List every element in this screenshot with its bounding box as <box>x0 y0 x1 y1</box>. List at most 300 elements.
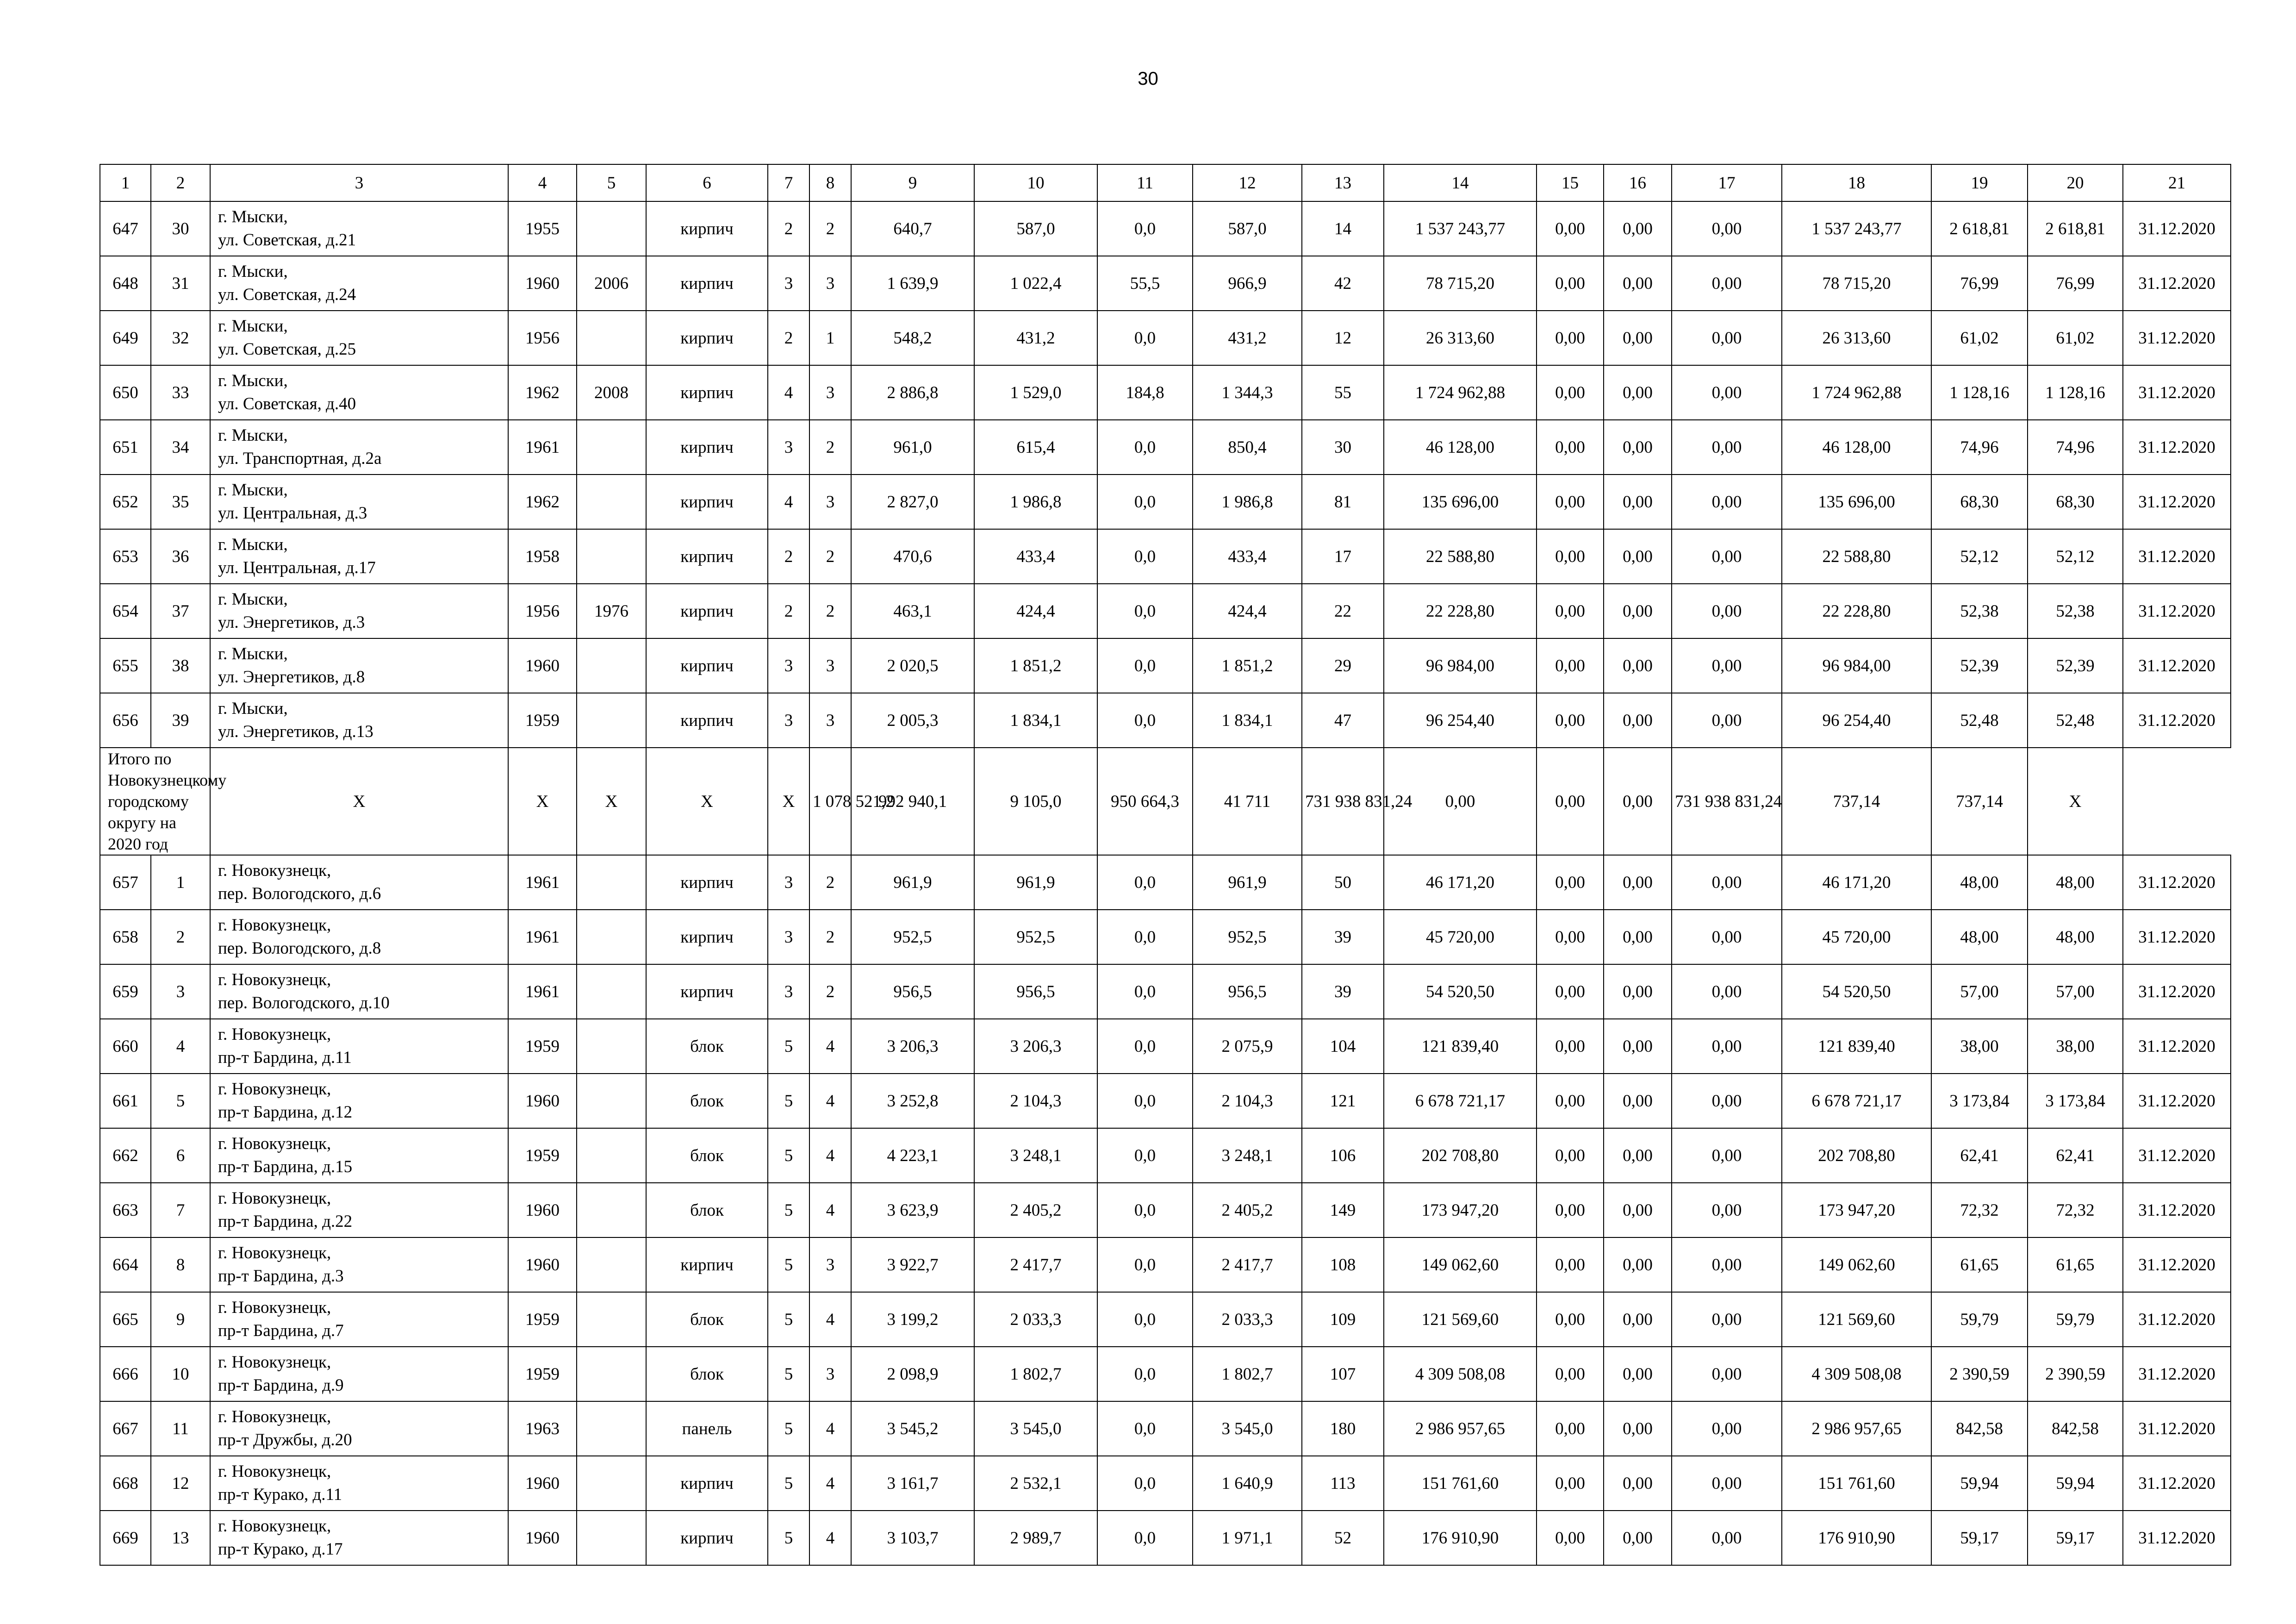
table-cell: 62,41 <box>2028 1128 2123 1183</box>
table-cell: 52,48 <box>1931 693 2028 748</box>
table-cell: 54 520,50 <box>1782 964 1931 1019</box>
table-cell: 0,00 <box>1537 638 1604 693</box>
table-cell: 109 <box>1302 1292 1384 1347</box>
table-cell: 956,5 <box>974 964 1097 1019</box>
table-cell: 202 708,80 <box>1782 1128 1931 1183</box>
table-cell: 0,00 <box>1537 420 1604 475</box>
table-cell: 653 <box>100 529 151 584</box>
table-cell: 52,39 <box>1931 638 2028 693</box>
table-cell: 666 <box>100 1347 151 1401</box>
table-cell: 1976 <box>577 584 646 638</box>
column-header: 19 <box>1931 164 2028 201</box>
table-cell: 31.12.2020 <box>2123 256 2231 311</box>
table-cell: 5 <box>768 1401 809 1456</box>
table-cell: 0,0 <box>1097 855 1193 910</box>
table-cell: 31.12.2020 <box>2123 365 2231 420</box>
address-line: пр-т Бардина, д.9 <box>218 1376 344 1395</box>
table-cell: 0,00 <box>1604 638 1672 693</box>
address-line: г. Мыски, <box>218 535 288 554</box>
table-cell: 4 <box>809 1183 851 1237</box>
table-cell: 3 <box>151 964 210 1019</box>
column-header: 9 <box>851 164 974 201</box>
table-cell: 548,2 <box>851 311 974 365</box>
address-cell <box>210 1456 508 1511</box>
table-cell: 113 <box>1302 1456 1384 1511</box>
table-cell: 737,14 <box>1931 748 2028 855</box>
table-cell: 121 569,60 <box>1782 1292 1931 1347</box>
table-cell: 956,5 <box>851 964 974 1019</box>
table-cell: блок <box>646 1347 768 1401</box>
address-cell <box>210 1292 508 1347</box>
column-header: 16 <box>1604 164 1672 201</box>
table-cell: 37 <box>151 584 210 638</box>
table-cell: 0,00 <box>1604 1511 1672 1565</box>
table-cell: кирпич <box>646 1511 768 1565</box>
total-label: Итого по Новокузнецкому городскому округу на 2020 год <box>100 748 210 855</box>
table-cell: 0,00 <box>1384 748 1537 855</box>
table-cell: кирпич <box>646 910 768 964</box>
address-cell <box>210 201 508 256</box>
table-cell: 3 <box>768 256 809 311</box>
table-cell: 0,00 <box>1537 1019 1604 1074</box>
table-cell: 3 <box>809 1237 851 1292</box>
table-cell: 737,14 <box>1782 748 1931 855</box>
table-cell: 0,00 <box>1537 748 1604 855</box>
table-cell: 3 <box>809 638 851 693</box>
table-cell: 0,00 <box>1604 748 1672 855</box>
table-row <box>100 1074 2231 1128</box>
table-row <box>100 311 2231 365</box>
table-cell <box>577 475 646 529</box>
table-cell: 0,00 <box>1537 910 1604 964</box>
table-row <box>100 638 2231 693</box>
table-cell: 39 <box>151 693 210 748</box>
table-cell: 0,0 <box>1097 475 1193 529</box>
table-cell: 96 254,40 <box>1782 693 1931 748</box>
table-cell: 0,00 <box>1604 256 1672 311</box>
address-cell <box>210 1128 508 1183</box>
table-row <box>100 475 2231 529</box>
table-row <box>100 420 2231 475</box>
table-cell: 2 886,8 <box>851 365 974 420</box>
table-cell: 31.12.2020 <box>2123 964 2231 1019</box>
table-cell: 2006 <box>577 256 646 311</box>
table-cell: 952,5 <box>851 910 974 964</box>
table-cell: 0,00 <box>1672 855 1782 910</box>
address-line: ул. Советская, д.25 <box>218 340 356 359</box>
table-cell: 0,00 <box>1537 1183 1604 1237</box>
address-cell <box>210 311 508 365</box>
table-cell: 5 <box>768 1019 809 1074</box>
table-cell: 665 <box>100 1292 151 1347</box>
table-cell: 31.12.2020 <box>2123 1128 2231 1183</box>
table-cell: 39 <box>1302 910 1384 964</box>
table-cell: 149 062,60 <box>1782 1237 1931 1292</box>
table-cell: 2 104,3 <box>974 1074 1097 1128</box>
table-cell: X <box>2028 748 2123 855</box>
table-cell: 26 313,60 <box>1384 311 1537 365</box>
address-line: г. Новокузнецк, <box>218 1134 331 1153</box>
address-line: г. Новокузнецк, <box>218 1243 331 1262</box>
table-cell: 0,00 <box>1604 1183 1672 1237</box>
table-cell: 72,32 <box>1931 1183 2028 1237</box>
table-cell: 3 <box>768 855 809 910</box>
table-cell: 5 <box>768 1456 809 1511</box>
table-cell: 0,00 <box>1672 529 1782 584</box>
table-row <box>100 1511 2231 1565</box>
table-cell: 149 062,60 <box>1384 1237 1537 1292</box>
table-cell: 2 <box>809 910 851 964</box>
address-cell <box>210 910 508 964</box>
address-cell <box>210 420 508 475</box>
table-cell: 1958 <box>508 529 577 584</box>
table-cell: 78 715,20 <box>1782 256 1931 311</box>
table-cell: 52,38 <box>1931 584 2028 638</box>
table-cell: 61,65 <box>2028 1237 2123 1292</box>
table-cell: 45 720,00 <box>1782 910 1931 964</box>
table-cell: 10 <box>151 1347 210 1401</box>
table-cell: 0,0 <box>1097 1183 1193 1237</box>
table-cell: 4 <box>809 1292 851 1347</box>
table-cell: 5 <box>768 1237 809 1292</box>
table-cell: 0,00 <box>1672 693 1782 748</box>
table-cell: 74,96 <box>2028 420 2123 475</box>
table-cell: 1961 <box>508 964 577 1019</box>
table-cell: 0,0 <box>1097 910 1193 964</box>
table-cell: 74,96 <box>1931 420 2028 475</box>
address-cell <box>210 529 508 584</box>
table-cell: 433,4 <box>1193 529 1302 584</box>
table-cell: 1963 <box>508 1401 577 1456</box>
address-line: г. Мыски, <box>218 481 288 500</box>
table-cell: 660 <box>100 1019 151 1074</box>
address-line: г. Новокузнецк, <box>218 1080 331 1099</box>
table-cell: 22 228,80 <box>1782 584 1931 638</box>
table-cell: 0,0 <box>1097 1401 1193 1456</box>
table-cell: 5 <box>768 1347 809 1401</box>
table-cell: 2 827,0 <box>851 475 974 529</box>
table-cell: 1960 <box>508 1074 577 1128</box>
table-cell: 61,65 <box>1931 1237 2028 1292</box>
table-cell: 22 <box>1302 584 1384 638</box>
table-cell: 31.12.2020 <box>2123 475 2231 529</box>
header-row <box>100 164 2231 201</box>
table-cell: 1 529,0 <box>974 365 1097 420</box>
table-cell: 3 <box>809 365 851 420</box>
table-cell: 72,32 <box>2028 1183 2123 1237</box>
table-cell: 2 <box>809 855 851 910</box>
table-cell: 121 569,60 <box>1384 1292 1537 1347</box>
table-cell: 31.12.2020 <box>2123 1237 2231 1292</box>
table-cell: 651 <box>100 420 151 475</box>
address-line: г. Мыски, <box>218 262 288 281</box>
table-cell: 2 986 957,65 <box>1384 1401 1537 1456</box>
table-cell <box>577 1019 646 1074</box>
table-cell: 966,9 <box>1193 256 1302 311</box>
table-cell: 5 <box>768 1183 809 1237</box>
table-cell: 0,00 <box>1537 855 1604 910</box>
address-cell <box>210 855 508 910</box>
table-cell: 3 161,7 <box>851 1456 974 1511</box>
address-cell <box>210 1019 508 1074</box>
table-cell: 1960 <box>508 638 577 693</box>
table-cell: 4 <box>809 1401 851 1456</box>
address-line: ул. Советская, д.24 <box>218 285 356 304</box>
table-row <box>100 365 2231 420</box>
table-cell: 2 005,3 <box>851 693 974 748</box>
table-cell: 0,00 <box>1604 475 1672 529</box>
table-cell: 424,4 <box>974 584 1097 638</box>
total-row <box>100 748 2231 855</box>
table-cell: 31.12.2020 <box>2123 1456 2231 1511</box>
table-cell: 31.12.2020 <box>2123 638 2231 693</box>
table-cell: 121 839,40 <box>1782 1019 1931 1074</box>
table-cell: 46 171,20 <box>1384 855 1537 910</box>
table-cell: 202 708,80 <box>1384 1128 1537 1183</box>
address-line: г. Мыски, <box>218 590 288 609</box>
table-cell: 2 <box>768 584 809 638</box>
table-cell: 615,4 <box>974 420 1097 475</box>
table-cell: 3 103,7 <box>851 1511 974 1565</box>
address-line: г. Новокузнецк, <box>218 1298 331 1317</box>
table-cell: 2 989,7 <box>974 1511 1097 1565</box>
table-row <box>100 964 2231 1019</box>
address-line: г. Мыски, <box>218 371 288 390</box>
table-cell: 5 <box>768 1128 809 1183</box>
table-cell: 1959 <box>508 1128 577 1183</box>
table-cell: 640,7 <box>851 201 974 256</box>
table-cell: 667 <box>100 1401 151 1456</box>
table-cell: 31.12.2020 <box>2123 311 2231 365</box>
table-cell: 0,00 <box>1537 1292 1604 1347</box>
table-cell: 1960 <box>508 1237 577 1292</box>
table-cell: 433,4 <box>974 529 1097 584</box>
column-header: 15 <box>1537 164 1604 201</box>
table-cell: 662 <box>100 1128 151 1183</box>
table-cell: 2 405,2 <box>974 1183 1097 1237</box>
address-line: г. Новокузнецк, <box>218 861 331 880</box>
table-row <box>100 1292 2231 1347</box>
table-cell: 0,00 <box>1604 693 1672 748</box>
table-cell: 0,00 <box>1672 910 1782 964</box>
address-line: ул. Центральная, д.3 <box>218 504 367 523</box>
column-header: 20 <box>2028 164 2123 201</box>
address-line: г. Новокузнецк, <box>218 1462 331 1481</box>
table-cell: X <box>577 748 646 855</box>
table-cell: 1 639,9 <box>851 256 974 311</box>
table-cell: 2 <box>809 584 851 638</box>
table-cell: 135 696,00 <box>1782 475 1931 529</box>
table-cell: 3 248,1 <box>1193 1128 1302 1183</box>
address-line: ул. Советская, д.21 <box>218 231 356 250</box>
table-cell: 1959 <box>508 1347 577 1401</box>
table-cell: 121 <box>1302 1074 1384 1128</box>
address-line: пр-т Бардина, д.7 <box>218 1321 344 1340</box>
table-cell: 1 640,9 <box>1193 1456 1302 1511</box>
table-cell: 2 618,81 <box>2028 201 2123 256</box>
table-cell: 0,00 <box>1604 311 1672 365</box>
address-line: г. Мыски, <box>218 317 288 336</box>
page-number: 30 <box>1138 69 1158 89</box>
address-line: пр-т Бардина, д.12 <box>218 1103 353 1122</box>
table-cell: 3 206,3 <box>974 1019 1097 1074</box>
address-line: пр-т Бардина, д.11 <box>218 1048 352 1067</box>
table-cell: 3 <box>768 964 809 1019</box>
table-cell: 3 <box>768 420 809 475</box>
table-cell <box>577 1347 646 1401</box>
table-cell: 36 <box>151 529 210 584</box>
address-line: г. Новокузнецк, <box>218 1353 331 1372</box>
table-cell: 78 715,20 <box>1384 256 1537 311</box>
table-cell: 68,30 <box>2028 475 2123 529</box>
table-cell: 2008 <box>577 365 646 420</box>
table-cell: 842,58 <box>1931 1401 2028 1456</box>
table-cell: 2 <box>768 311 809 365</box>
table-cell: 0,00 <box>1537 1128 1604 1183</box>
table-cell: 2 417,7 <box>974 1237 1097 1292</box>
table-cell: 2 033,3 <box>974 1292 1097 1347</box>
table-cell: 2 <box>809 529 851 584</box>
column-header: 8 <box>809 164 851 201</box>
table-cell: 2 390,59 <box>1931 1347 2028 1401</box>
address-cell <box>210 365 508 420</box>
table-cell: 0,00 <box>1604 584 1672 638</box>
table-cell: 3 206,3 <box>851 1019 974 1074</box>
table-cell: 48,00 <box>1931 855 2028 910</box>
table-cell: 38 <box>151 638 210 693</box>
table-cell: 0,00 <box>1604 1074 1672 1128</box>
table-cell: 12 <box>151 1456 210 1511</box>
column-header: 4 <box>508 164 577 201</box>
address-cell <box>210 638 508 693</box>
table-cell: 1 <box>809 311 851 365</box>
table-cell: 1 986,8 <box>1193 475 1302 529</box>
table-cell: 1960 <box>508 1511 577 1565</box>
table-cell: 0,00 <box>1537 201 1604 256</box>
table-cell: кирпич <box>646 311 768 365</box>
column-header: 1 <box>100 164 151 201</box>
address-line: ул. Энергетиков, д.8 <box>218 668 365 687</box>
table-cell: 1961 <box>508 855 577 910</box>
table-cell: 6 <box>151 1128 210 1183</box>
table-cell: 3 545,0 <box>1193 1401 1302 1456</box>
table-cell: 0,00 <box>1604 855 1672 910</box>
table-cell: 1959 <box>508 1292 577 1347</box>
table-cell: 1 724 962,88 <box>1782 365 1931 420</box>
table-cell: 1 971,1 <box>1193 1511 1302 1565</box>
table-cell: 26 313,60 <box>1782 311 1931 365</box>
table-cell: 0,00 <box>1604 1347 1672 1401</box>
address-line: пр-т Бардина, д.3 <box>218 1267 344 1286</box>
table-cell: 661 <box>100 1074 151 1128</box>
table-cell: 2 405,2 <box>1193 1183 1302 1237</box>
table-cell: 176 910,90 <box>1384 1511 1537 1565</box>
table-cell: 59,94 <box>1931 1456 2028 1511</box>
table-cell: панель <box>646 1401 768 1456</box>
table-cell: 952,5 <box>1193 910 1302 964</box>
table-cell: 0,0 <box>1097 584 1193 638</box>
table-cell: 0,00 <box>1537 1511 1604 1565</box>
address-cell <box>210 475 508 529</box>
table-cell: 4 <box>809 1128 851 1183</box>
table-cell: 96 984,00 <box>1782 638 1931 693</box>
table-cell: 0,00 <box>1672 1456 1782 1511</box>
table-cell: 961,9 <box>1193 855 1302 910</box>
table-cell: 9 105,0 <box>974 748 1097 855</box>
table-cell: 31.12.2020 <box>2123 201 2231 256</box>
table-cell: 1961 <box>508 910 577 964</box>
table-cell <box>577 1128 646 1183</box>
table-cell: 668 <box>100 1456 151 1511</box>
table-cell: 1960 <box>508 1456 577 1511</box>
table-cell: 1962 <box>508 365 577 420</box>
table-cell: 3 <box>768 638 809 693</box>
table-cell: 0,00 <box>1672 1292 1782 1347</box>
table-cell: 0,0 <box>1097 1237 1193 1292</box>
table-cell: 0,0 <box>1097 1511 1193 1565</box>
column-header: 12 <box>1193 164 1302 201</box>
table-cell: 431,2 <box>974 311 1097 365</box>
table-cell <box>577 693 646 748</box>
column-header: 11 <box>1097 164 1193 201</box>
table-cell: 45 720,00 <box>1384 910 1537 964</box>
table-cell: 52,12 <box>2028 529 2123 584</box>
table-cell: 0,00 <box>1604 1401 1672 1456</box>
table-cell: 657 <box>100 855 151 910</box>
table-cell: 0,00 <box>1537 1237 1604 1292</box>
table-cell: 648 <box>100 256 151 311</box>
table-cell: 2 098,9 <box>851 1347 974 1401</box>
table-cell: 52,48 <box>2028 693 2123 748</box>
table-cell: 4 <box>809 1511 851 1565</box>
address-cell <box>210 1237 508 1292</box>
table-cell: 0,00 <box>1672 256 1782 311</box>
table-cell: 62,41 <box>1931 1128 2028 1183</box>
table-row <box>100 584 2231 638</box>
table-cell: X <box>210 748 508 855</box>
table-cell: 2 033,3 <box>1193 1292 1302 1347</box>
column-header: 18 <box>1782 164 1931 201</box>
table-cell: X <box>768 748 809 855</box>
table-cell: 22 588,80 <box>1384 529 1537 584</box>
table-cell: 0,00 <box>1672 201 1782 256</box>
table-cell: 2 390,59 <box>2028 1347 2123 1401</box>
table-cell: 0,0 <box>1097 964 1193 1019</box>
table-cell: 59,17 <box>2028 1511 2123 1565</box>
table-cell: 1 078 521,2 <box>809 748 851 855</box>
table-cell: 57,00 <box>1931 964 2028 1019</box>
address-cell <box>210 693 508 748</box>
table-cell: 956,5 <box>1193 964 1302 1019</box>
table-cell: 81 <box>1302 475 1384 529</box>
table-cell: 54 520,50 <box>1384 964 1537 1019</box>
table-cell: кирпич <box>646 201 768 256</box>
table-cell <box>577 420 646 475</box>
table-cell: 650 <box>100 365 151 420</box>
table-cell: 96 254,40 <box>1384 693 1537 748</box>
table-cell: кирпич <box>646 475 768 529</box>
table-cell: 5 <box>768 1511 809 1565</box>
table-cell: 0,00 <box>1672 1401 1782 1456</box>
table-cell: 0,00 <box>1537 1401 1604 1456</box>
address-line: г. Мыски, <box>218 644 288 663</box>
table-cell: 2 104,3 <box>1193 1074 1302 1128</box>
table-cell: 0,00 <box>1537 964 1604 1019</box>
table-cell: 0,00 <box>1672 311 1782 365</box>
table-cell: 2 986 957,65 <box>1782 1401 1931 1456</box>
table-cell: 2 <box>768 529 809 584</box>
table-cell: 2 <box>809 964 851 1019</box>
